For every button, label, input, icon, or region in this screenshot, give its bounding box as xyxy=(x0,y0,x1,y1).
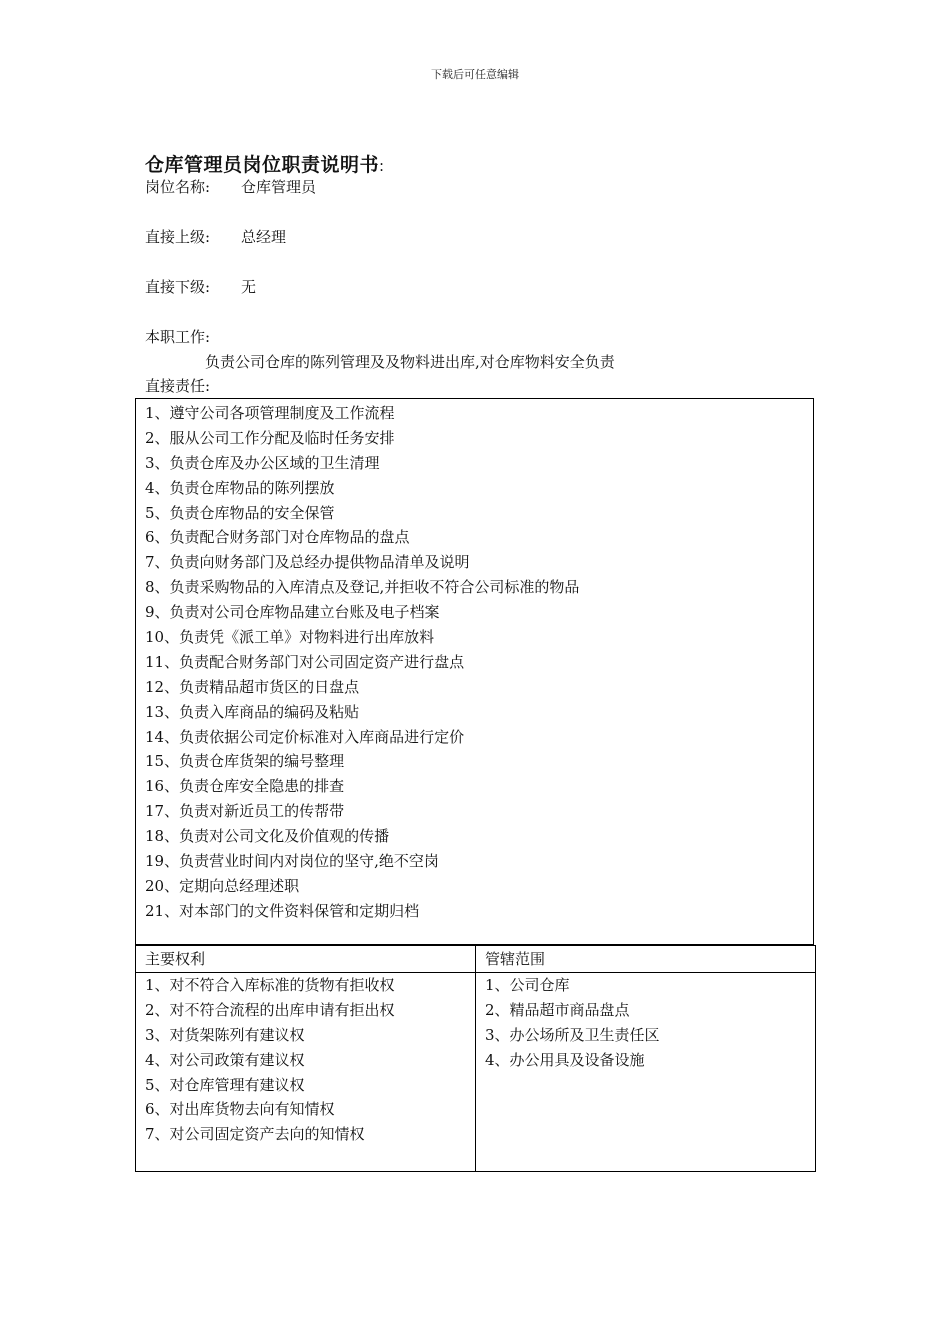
right-item: 1、对不符合入库标准的货物有拒收权 xyxy=(145,976,395,994)
duty-item: 16、负责仓库安全隐患的排查 xyxy=(145,777,345,796)
duty-item: 2、服从公司工作分配及临时任务安排 xyxy=(145,428,395,447)
duty-item: 15、负责仓库货架的编号整理 xyxy=(145,752,345,771)
main-work-text: 负责公司仓库的陈列管理及及物料进出库,对仓库物料安全负责 xyxy=(205,353,615,371)
duty-item: 6、负责配合财务部门对仓库物品的盘点 xyxy=(145,528,410,547)
duty-item: 18、负责对公司文化及价值观的传播 xyxy=(145,827,390,846)
scope-item: 1、公司仓库 xyxy=(485,976,570,994)
right-item: 6、对出库货物去向有知情权 xyxy=(145,1100,335,1119)
position-name-label: 岗位名称: xyxy=(145,178,211,196)
duty-item: 21、对本部门的文件资料保管和定期归档 xyxy=(145,901,420,920)
duty-item: 12、负责精品超市货区的日盘点 xyxy=(145,677,360,696)
direct-superior-value: 总经理 xyxy=(241,228,287,246)
rights-header: 主要权利 xyxy=(136,946,476,973)
scope-item: 4、办公用具及设备设施 xyxy=(485,1050,645,1069)
scope-list xyxy=(485,973,815,1074)
duty-item: 5、负责仓库物品的安全保管 xyxy=(145,503,335,522)
duty-item: 8、负责采购物品的入库清点及登记,并拒收不符合公司标准的物品 xyxy=(145,578,580,597)
right-item: 5、对仓库管理有建议权 xyxy=(145,1075,305,1094)
duty-item: 10、负责凭《派工单》对物料进行出库放料 xyxy=(145,628,435,647)
direct-subordinate-value: 无 xyxy=(241,278,257,296)
duty-item: 20、定期向总经理述职 xyxy=(145,876,300,895)
header-note: 下载后可任意编辑 xyxy=(431,68,519,81)
duty-item: 19、负责营业时间内对岗位的坚守,绝不空岗 xyxy=(145,852,439,871)
duties-list xyxy=(145,402,579,925)
duty-item: 17、负责对新近员工的传帮带 xyxy=(145,802,345,821)
right-item: 4、对公司政策有建议权 xyxy=(145,1050,305,1069)
direct-subordinate-field xyxy=(145,276,257,297)
duty-item: 1、遵守公司各项管理制度及工作流程 xyxy=(145,404,395,422)
rights-cell xyxy=(136,973,476,1172)
rights-list xyxy=(145,973,475,1148)
direct-superior-field xyxy=(145,226,287,247)
duty-item: 11、负责配合财务部门对公司固定资产进行盘点 xyxy=(145,652,465,671)
duty-item: 9、负责对公司仓库物品建立台账及电子档案 xyxy=(145,603,440,622)
right-item: 7、对公司固定资产去向的知情权 xyxy=(145,1125,365,1144)
scope-item: 3、办公场所及卫生责任区 xyxy=(485,1025,660,1044)
direct-subordinate-label: 直接下级: xyxy=(145,278,211,296)
scope-header: 管辖范围 xyxy=(476,946,816,973)
duty-item: 13、负责入库商品的编码及粘贴 xyxy=(145,702,360,721)
scope-item: 2、精品超市商品盘点 xyxy=(485,1000,630,1019)
right-item: 3、对货架陈列有建议权 xyxy=(145,1025,305,1044)
direct-superior-label: 直接上级: xyxy=(145,228,211,246)
scope-cell xyxy=(476,973,816,1172)
position-name-field xyxy=(145,176,317,197)
duty-item: 14、负责依据公司定价标准对入库商品进行定价 xyxy=(145,727,465,746)
duty-item: 4、负责仓库物品的陈列摆放 xyxy=(145,478,335,497)
right-item: 2、对不符合流程的出库申请有拒出权 xyxy=(145,1000,395,1019)
duty-item: 7、负责向财务部门及总经办提供物品清单及说明 xyxy=(145,553,470,572)
main-work-label: 本职工作: xyxy=(145,328,211,346)
position-name-value: 仓库管理员 xyxy=(241,178,317,196)
document-title-text: 仓库管理员岗位职责说明书 xyxy=(145,154,380,176)
direct-duties-label: 直接责任: xyxy=(145,377,211,395)
table-body-row xyxy=(136,973,816,1172)
duty-item: 3、负责仓库及办公区域的卫生清理 xyxy=(145,453,380,472)
duties-box xyxy=(135,398,814,945)
document-title-colon: : xyxy=(379,157,385,175)
rights-scope-table xyxy=(135,945,816,1172)
document-title xyxy=(145,150,385,177)
table-header-row xyxy=(136,946,816,973)
